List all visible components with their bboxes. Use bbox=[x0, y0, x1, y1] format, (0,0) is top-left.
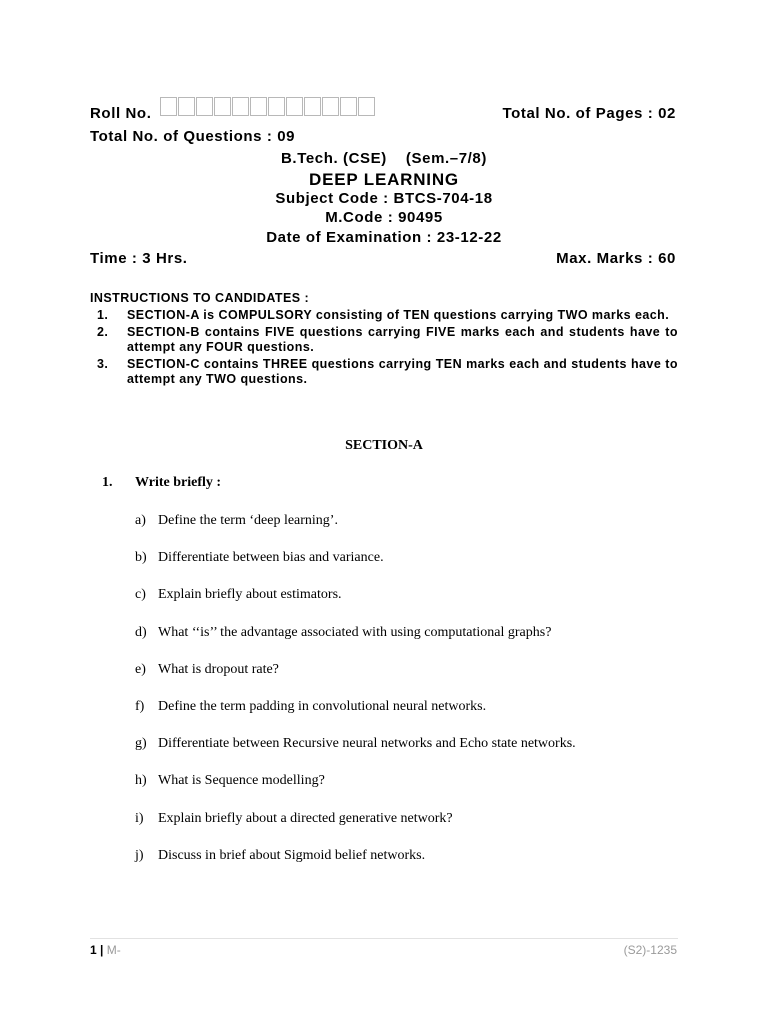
sub-question-letter: f) bbox=[135, 699, 145, 714]
sub-question-letter: h) bbox=[135, 773, 147, 788]
sub-question bbox=[135, 773, 325, 789]
page-number: 1 bbox=[90, 943, 97, 957]
sub-question bbox=[135, 513, 338, 529]
instruction-number: 2. bbox=[97, 324, 109, 339]
m-code: M.Code : 90495 bbox=[325, 209, 443, 226]
instruction-text: SECTION-C contains THREE questions carrying TEN marks each and students have to attempt any TWO questions. bbox=[127, 356, 678, 386]
sub-question-text: What ‘‘is’’ the advantage associated with using computational graphs? bbox=[158, 625, 552, 640]
roll-box bbox=[304, 97, 321, 116]
instruction-item bbox=[90, 325, 678, 356]
section-title: SECTION-A bbox=[345, 438, 423, 453]
footer-m-label: M- bbox=[106, 943, 121, 957]
question-title: Write briefly : bbox=[135, 475, 222, 490]
subject-title: DEEP LEARNING bbox=[309, 170, 459, 189]
sub-question-text: What is Sequence modelling? bbox=[158, 773, 325, 788]
sub-question bbox=[135, 699, 486, 715]
sub-question bbox=[135, 662, 279, 678]
sub-question-letter: e) bbox=[135, 662, 146, 677]
footer-separator: | bbox=[100, 943, 104, 957]
sub-question bbox=[135, 625, 551, 641]
sub-question-text: Discuss in brief about Sigmoid belief networks. bbox=[158, 848, 426, 863]
roll-number-boxes bbox=[160, 97, 376, 116]
instruction-item bbox=[90, 308, 678, 324]
roll-box bbox=[232, 97, 249, 116]
roll-box bbox=[196, 97, 213, 116]
sub-question-letter: d) bbox=[135, 625, 147, 640]
sub-question-text: Define the term padding in convolutional neural networks. bbox=[158, 699, 487, 714]
exam-date: Date of Examination : 23-12-22 bbox=[266, 229, 502, 246]
sub-question bbox=[135, 811, 453, 827]
sub-question-letter: i) bbox=[135, 811, 144, 826]
sub-question-text: Differentiate between Recursive neural networks and Echo state networks. bbox=[158, 736, 576, 751]
subject-code: Subject Code : BTCS-704-18 bbox=[275, 190, 493, 207]
sub-question bbox=[135, 736, 576, 752]
roll-box bbox=[160, 97, 177, 116]
total-questions: Total No. of Questions : 09 bbox=[90, 128, 296, 145]
roll-box bbox=[178, 97, 195, 116]
sub-question-letter: j) bbox=[135, 848, 144, 863]
time-allowed: Time : 3 Hrs. bbox=[90, 250, 188, 267]
sub-question-letter: b) bbox=[135, 550, 147, 565]
roll-box bbox=[340, 97, 357, 116]
instruction-number: 1. bbox=[97, 308, 109, 322]
sub-question-letter: g) bbox=[135, 736, 147, 751]
footer-rule bbox=[90, 938, 678, 939]
sub-question-letter: c) bbox=[135, 587, 146, 602]
roll-box bbox=[250, 97, 267, 116]
sub-question bbox=[135, 848, 425, 864]
instructions-title: INSTRUCTIONS TO CANDIDATES : bbox=[90, 291, 310, 305]
roll-box bbox=[214, 97, 231, 116]
max-marks: Max. Marks : 60 bbox=[556, 250, 676, 267]
course-line: B.Tech. (CSE) (Sem.–7/8) bbox=[281, 150, 487, 167]
sub-question-text: Differentiate between bias and variance. bbox=[158, 550, 384, 565]
sub-question bbox=[135, 550, 384, 566]
instruction-text: SECTION-B contains FIVE questions carrying FIVE marks each and students have to attempt any FOUR questions. bbox=[127, 324, 678, 354]
instruction-item bbox=[90, 357, 678, 388]
footer-code: (S2)-1235 bbox=[623, 943, 677, 957]
footer-left bbox=[90, 943, 121, 957]
instructions-block bbox=[90, 291, 678, 389]
sub-question-text: Explain briefly about a directed generative network? bbox=[158, 811, 453, 826]
sub-question-text: Define the term ‘deep learning’. bbox=[158, 513, 338, 528]
roll-box bbox=[358, 97, 375, 116]
instruction-text: SECTION-A is COMPULSORY consisting of TEN questions carrying TWO marks each. bbox=[127, 308, 670, 322]
roll-box bbox=[322, 97, 339, 116]
total-pages: Total No. of Pages : 02 bbox=[502, 105, 676, 122]
sub-question-text: Explain briefly about estimators. bbox=[158, 587, 342, 602]
roll-box bbox=[268, 97, 285, 116]
sub-question-letter: a) bbox=[135, 513, 146, 528]
question-number: 1. bbox=[102, 475, 113, 490]
roll-number-label: Roll No. bbox=[90, 105, 152, 122]
sub-question bbox=[135, 587, 342, 603]
sub-question-text: What is dropout rate? bbox=[158, 662, 279, 677]
instruction-number: 3. bbox=[97, 356, 109, 371]
roll-box bbox=[286, 97, 303, 116]
